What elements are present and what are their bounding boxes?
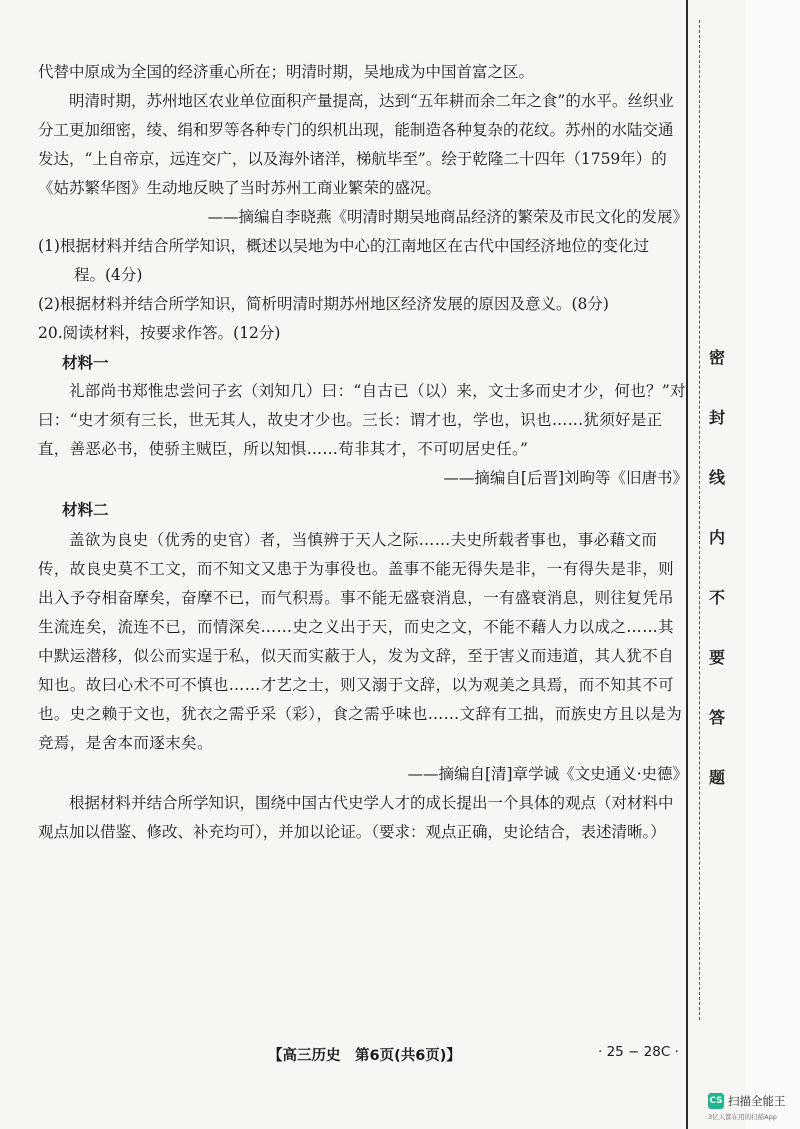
- seal-char-2: 封: [708, 408, 725, 427]
- question-2: (2)根据材料并结合所学知识，简析明清时期苏州地区经济发展的原因及意义。(8分): [38, 295, 609, 313]
- question-1-line-b: 程。(4分): [74, 266, 143, 284]
- binding-margin: [686, 0, 748, 1129]
- seal-char-5: 不: [708, 588, 725, 607]
- scanner-watermark: [704, 1090, 800, 1126]
- material-source-1: ——摘编自李晓燕《明清时期吴地商品经济的繁荣及市民文化的发展》: [207, 208, 688, 226]
- material-2-title: 材料二: [62, 500, 109, 519]
- material-paragraph-suzhou: 明清时期，苏州地区农业单位面积产量提高，达到“五年耕而余二年之食”的水平。丝织业分工更加细密，绫、绢和罗等各种专门的织机出现，能制造各种复杂的花纹。苏州的水陆交通发达，“上自帝京，远连交广，以及海外诸洋，梯航毕至”。绘于乾隆二十四年（1759年）的《姑苏繁华图》生动地反映了当时苏州工商业繁荣的盛况。: [38, 92, 674, 197]
- footer-exam-code: · 25 − 28C ·: [598, 1044, 679, 1060]
- scanner-tagline: 3亿人都在用的扫描App: [708, 1113, 777, 1121]
- seal-char-1: 密: [708, 348, 725, 367]
- material-2-text: 盖欲为良史（优秀的史官）者，当慎辨于天人之际……夫史所载者事也，事必藉文而传，故良史莫不工文，而不知文又患于为事役也。盖事不能无得失是非，一有得失是非，则出入予夺相奋摩矣，奋摩不已，而气积焉。事不能无盛衰消息，一有盛衰消息，则往复凭吊生流连矣，流连不已，而情深矣……史之义出于天，而史之文，不能不藉人力以成之……其中默运潜移，似公而实逞于私，似天而实蔽于人，发为文辞，至于害义而违道，其人犹不自知也。故曰心术不可不慎也……才艺之士，则又溺于文辞，以为观美之具焉，而不知其不可也。史之赖于文也，犹衣之需乎采（彩），食之需乎味也……文辞有工拙，而族史方且以是为竞焉，是舍本而逐末矣。: [38, 531, 683, 752]
- question-1-line-a: (1)根据材料并结合所学知识，概述以吴地为中心的江南地区在古代中国经济地位的变化过: [38, 237, 649, 255]
- seal-char-7: 答: [708, 708, 725, 727]
- page-edge-strip: [746, 0, 800, 1129]
- seal-char-6: 要: [708, 648, 725, 667]
- seal-char-4: 内: [708, 528, 725, 547]
- seal-char-3: 线: [708, 468, 725, 487]
- question-20-task: 根据材料并结合所学知识，围绕中国古代史学人才的成长提出一个具体的观点（对材料中观点加以借鉴、修改、补充均可），并加以论证。（要求：观点正确，史论结合，表述清晰。）: [38, 794, 674, 841]
- material-1-title: 材料一: [62, 353, 109, 372]
- material-2-source: ——摘编自[清]章学诚《文史通义·史德》: [407, 765, 688, 783]
- exam-content: [38, 58, 688, 847]
- scanner-app-name: 扫描全能王: [728, 1094, 786, 1108]
- text-line-1: 代替中原成为全国的经济重心所在；明清时期，吴地成为中国首富之区。: [38, 63, 535, 81]
- camscanner-logo-icon: CS: [708, 1093, 724, 1109]
- material-1-source: ——摘编自[后晋]刘昫等《旧唐书》: [443, 469, 688, 487]
- footer-page-info: 【高三历史 第6页(共6页)】: [268, 1048, 461, 1064]
- seal-char-8: 题: [708, 768, 725, 787]
- seal-dashed-line: [699, 20, 700, 1020]
- question-20-heading: 20.阅读材料，按要求作答。(12分): [38, 324, 281, 342]
- material-1-text: 礼部尚书郑惟忠尝问子玄（刘知几）曰：“自古已（以）来，文士多而史才少，何也？”对曰：“史才须有三长，世无其人，故史才少也。三长：谓才也，学也，识也……犹须好是正直，善恶必书，使骄主贼臣，所以知惧……苟非其才，不可叨居史任。”: [38, 382, 686, 458]
